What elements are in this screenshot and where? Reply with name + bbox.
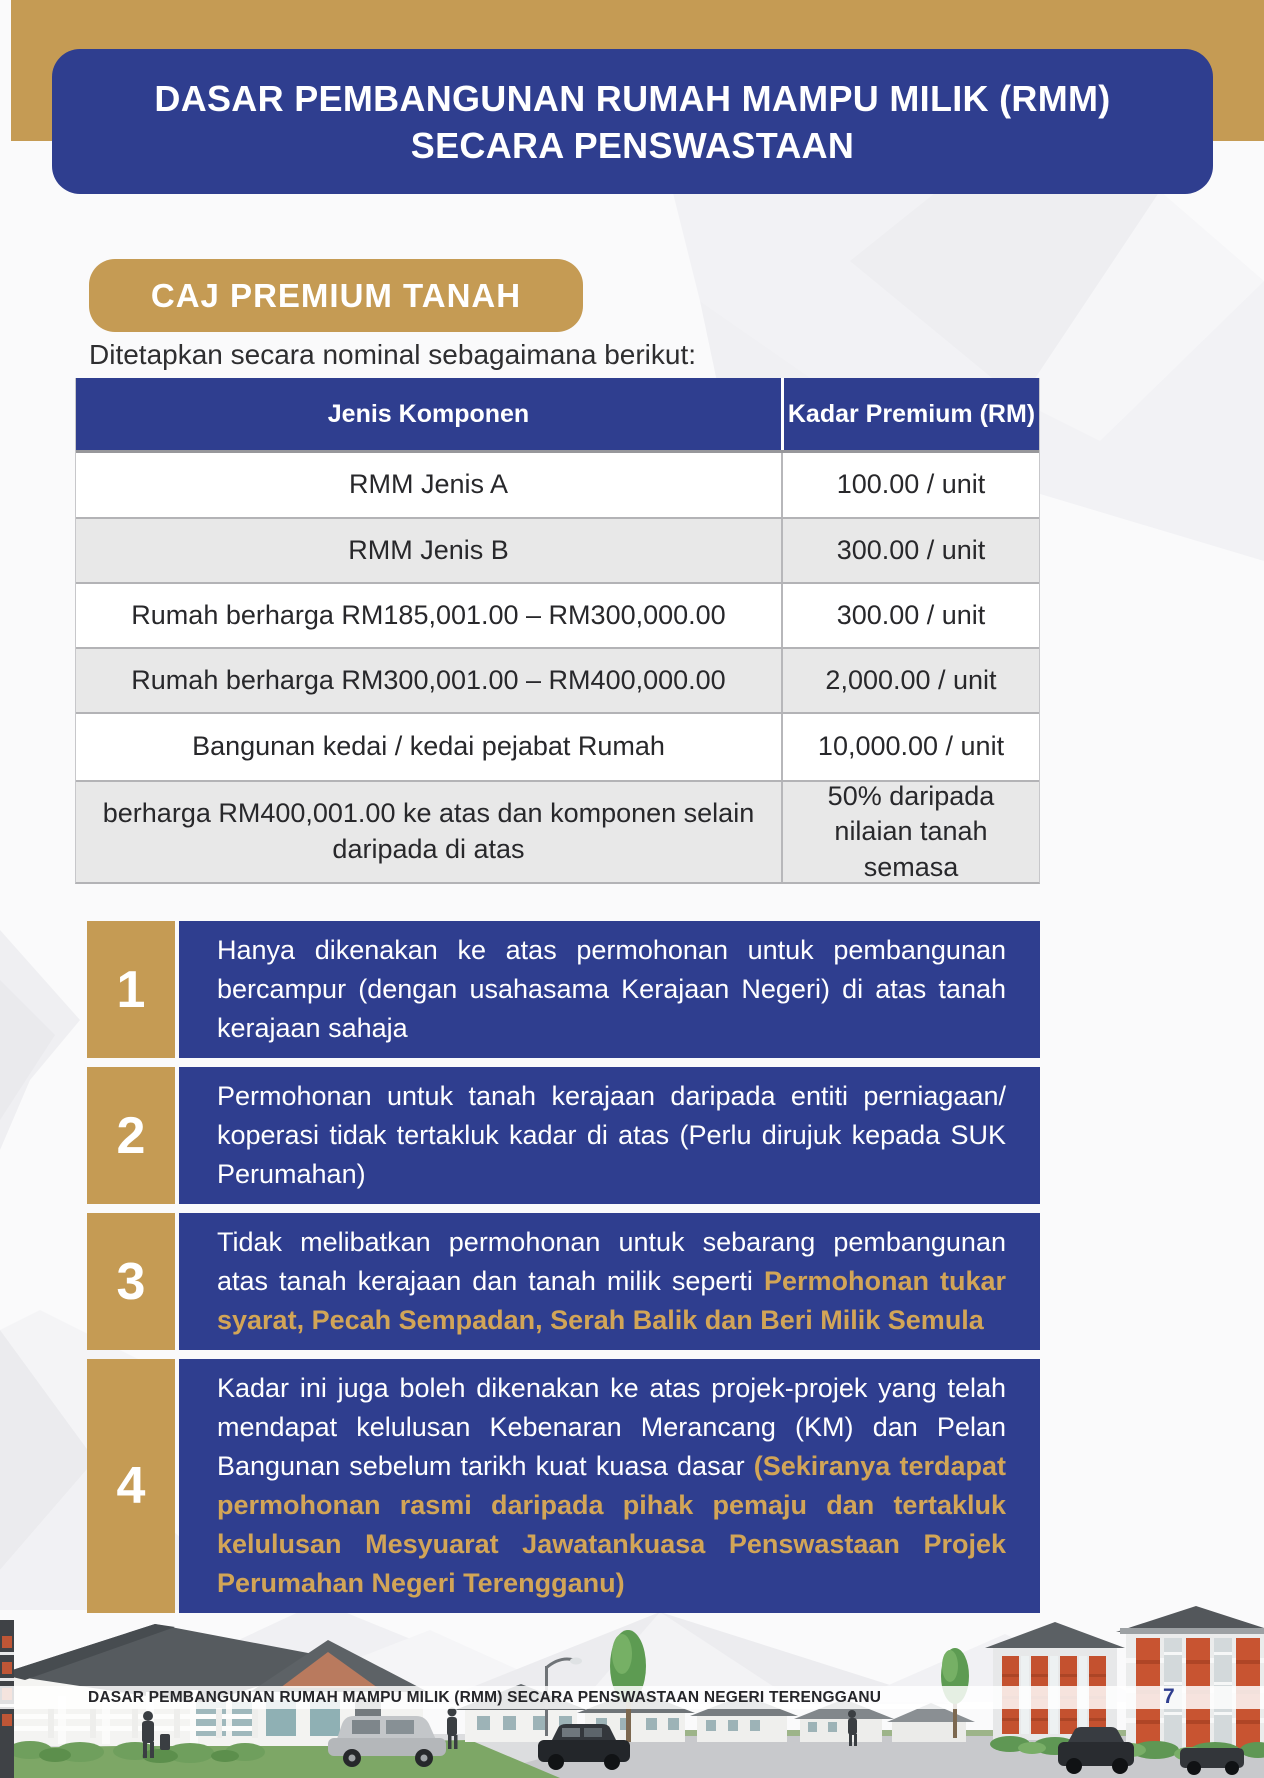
section-badge [89,259,583,332]
note-text: Hanya dikenakan ke atas permohonan untuk pembangunan bercampur (dengan usahasama Kerajaan Negeri) di atas tanah kerajaan sahaja [217,935,1006,1043]
table-row [76,582,1039,647]
note-body [179,1213,1040,1350]
note-number: 2 [116,1106,146,1165]
cell-component: Rumah berharga RM300,001.00 – RM400,000.00 [131,664,726,695]
note-number-box [87,1213,175,1350]
note-item [87,1213,1040,1350]
cell-rate: 10,000.00 / unit [781,714,1039,780]
note-highlight: Permohonan tukar syarat, Pecah Sempadan, Serah Balik dan Beri Milik Semula [217,1266,1006,1335]
note-body [179,1359,1040,1613]
cell-component: RMM Jenis A [348,469,509,500]
table-row [76,453,1039,517]
page-title-line-2: SECARA PENSWASTAAN [410,124,855,166]
note-body [179,921,1040,1058]
background-facets-mid-left [0,920,90,1150]
intro-text: Ditetapkan secara nominal sebagaimana berikut: [89,339,697,370]
note-number-box [87,921,175,1058]
cell-rate: 2,000.00 / unit [781,649,1039,712]
table-row [76,780,1039,882]
note-item [87,921,1040,1058]
note-text: Kadar ini juga boleh dikenakan ke atas projek-projek yang telah mendapat kelulusan Kebenaran Merancang (KM) dan Pelan Bangunan sebelum tarikh kuat kuasa dasar [217,1373,1006,1481]
note-text: Tidak melibatkan permohonan untuk sebarang pembangunan atas tanah kerajaan dan tanah milik seperti [217,1227,1006,1296]
cell-component: berharga RM400,001.00 ke atas dan komponen selain daripada di atas [102,798,755,864]
note-text: Permohonan untuk tanah kerajaan daripada entiti perniagaan/ koperasi tidak tertakluk kadar di atas (Perlu dirujuk kepada SUK Perumahan) [217,1081,1006,1189]
header-cell-component: Jenis Komponen [327,399,530,428]
header-cell-rate: Kadar Premium (RM) [781,378,1039,450]
cell-component: Rumah berharga RM185,001.00 – RM300,000.00 [131,599,726,630]
premium-table [75,378,1040,884]
note-number: 3 [116,1252,146,1311]
page-title-line-1: DASAR PEMBANGUNAN RUMAH MAMPU MILIK (RMM) [154,77,1111,119]
section-badge-label: CAJ PREMIUM TANAH [150,276,522,314]
notes-list [87,921,1040,1622]
page-title-banner [52,49,1213,194]
footer-caption: DASAR PEMBANGUNAN RUMAH MAMPU MILIK (RMM) SECARA PENSWASTAAN NEGERI TERENGGANU [88,1689,882,1706]
note-item [87,1359,1040,1613]
table-row [76,712,1039,780]
note-number: 4 [116,1457,146,1515]
table-row [76,517,1039,582]
note-number: 1 [116,960,146,1019]
cell-rate: 300.00 / unit [781,584,1039,647]
note-number-box [87,1067,175,1204]
cell-rate: 100.00 / unit [781,453,1039,517]
table-row [76,647,1039,712]
note-number-box [87,1359,175,1613]
cell-rate: 300.00 / unit [781,519,1039,582]
note-body [179,1067,1040,1204]
page-number: 7 [1163,1685,1175,1708]
cell-component: RMM Jenis B [348,534,509,565]
table-header-row [76,378,1039,453]
cell-component: Bangunan kedai / kedai pejabat Rumah [192,731,665,762]
cell-rate: 50% daripada nilaian tanah semasa [781,782,1039,882]
note-item [87,1067,1040,1204]
note-highlight: (Sekiranya terdapat permohonan rasmi daripada pihak pemaju dan tertakluk kelulusan Mesyuarat Jawatankuasa Penswastaan Projek Perumahan Negeri Terengganu) [217,1451,1006,1598]
